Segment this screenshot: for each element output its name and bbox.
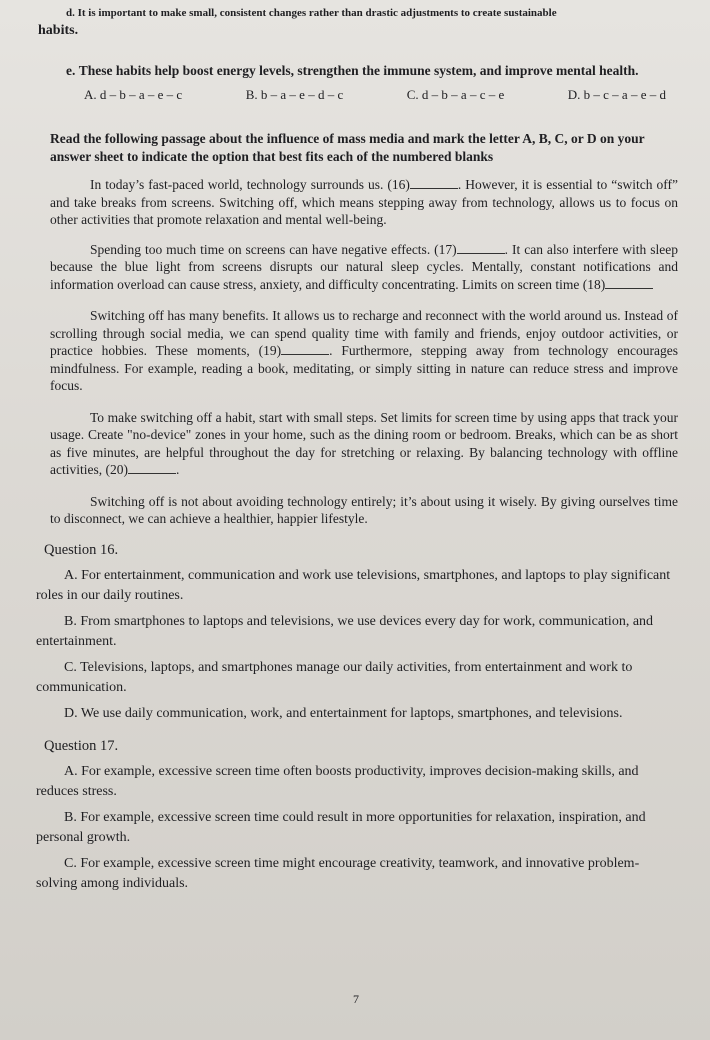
habits-word: habits. <box>38 23 79 38</box>
option-a: A. d – b – a – e – c <box>84 87 183 102</box>
page-number: 7 <box>353 992 359 1006</box>
passage-paragraph-1: In today’s fast-paced world, technology surrounds us. (16) . However, it is essential to “switch off” and take breaks from screens. Switching off, which means stepping away from technology, allows us to focus on other activities that promote relaxation and mental well-being. <box>50 177 678 227</box>
item-e-letter: e. <box>66 63 76 78</box>
passage-paragraph-3: Switching off has many benefits. It allows us to recharge and reconnect with the world around us. Instead of scrolling through social media, we can spend quality time with family and friends, enjoy outdoor activities, or practice hobbies. These moments, (19) . Furthermore, stepping away from technology encourages mindfulness. For example, reading a book, meditating, or simply sitting in nature can reduce stress and improve focus. <box>50 308 678 393</box>
blank-17 <box>457 253 505 254</box>
question-16-choice-b: B. From smartphones to laptops and televisions, we use devices every day for work, communication, and entertainment. <box>36 613 654 649</box>
question-16-choice-a: A. For entertainment, communication and work use televisions, smartphones, and laptops to play significant roles in our daily routines. <box>36 567 671 603</box>
blank-16 <box>410 188 458 189</box>
question-16-choice-d: D. We use daily communication, work, and entertainment for laptops, smartphones, and televisions. <box>64 705 623 721</box>
passage-paragraph-5: Switching off is not about avoiding technology entirely; it’s about using it wisely. By giving ourselves time to disconnect, we can achieve a healthier, happier lifestyle. <box>50 493 678 526</box>
item-e-text: These habits help boost energy levels, strengthen the immune system, and improve mental health. <box>78 63 639 78</box>
question-17-title: Question 17. <box>44 737 119 754</box>
question-17-choice-b: B. For example, excessive screen time could result in more opportunities for relaxation, inspiration, and personal growth. <box>36 809 646 845</box>
question-17-choice-a: A. For example, excessive screen time often boosts productivity, improves decision-making skills, and reduces stress. <box>36 763 639 799</box>
option-c: C. d – b – a – c – e <box>406 87 505 102</box>
sentence-d-fragment <box>38 4 686 40</box>
sentence-e <box>66 62 686 80</box>
option-d: D. b – c – a – e – d <box>567 87 666 102</box>
blank-18 <box>605 288 653 289</box>
option-b: B. b – a – e – d – c <box>245 87 344 102</box>
reading-instruction: Read the following passage about the influence of mass media and mark the letter A, B, C, or D on your answer sheet to indicate the option that best fits each of the numbered blanks <box>50 131 645 164</box>
blank-20 <box>128 473 176 474</box>
question-16-title: Question 16. <box>44 541 119 558</box>
passage-paragraph-4: To make switching off a habit, start with small steps. Set limits for screen time by using apps that track your usage. Create "no-device" zones in your home, such as the dining room or bedroom. Breaks, which can be as short as five minutes, are helpful throughout the day for stretching or relaxing. By balancing technology with offline activities, (20) . <box>50 409 678 477</box>
ordering-options <box>84 86 666 104</box>
passage-paragraph-2: Spending too much time on screens can have negative effects. (17) . It can also interfere with sleep because the blue light from screens disrupts our natural sleep cycles. Mentally, constant notifications and information overload can cause stress, anxiety, and difficulty concentrating. Limits on screen time (18) <box>50 241 678 292</box>
sentence-d-text: d. It is important to make small, consistent changes rather than drastic adjustments to create sustainable <box>66 7 557 19</box>
question-16-choice-c: C. Televisions, laptops, and smartphones manage our daily activities, from entertainment and work to communication. <box>36 659 633 695</box>
blank-19 <box>281 354 329 355</box>
question-17-choice-c: C. For example, excessive screen time might encourage creativity, teamwork, and innovative problem-solving among individuals. <box>36 855 640 891</box>
